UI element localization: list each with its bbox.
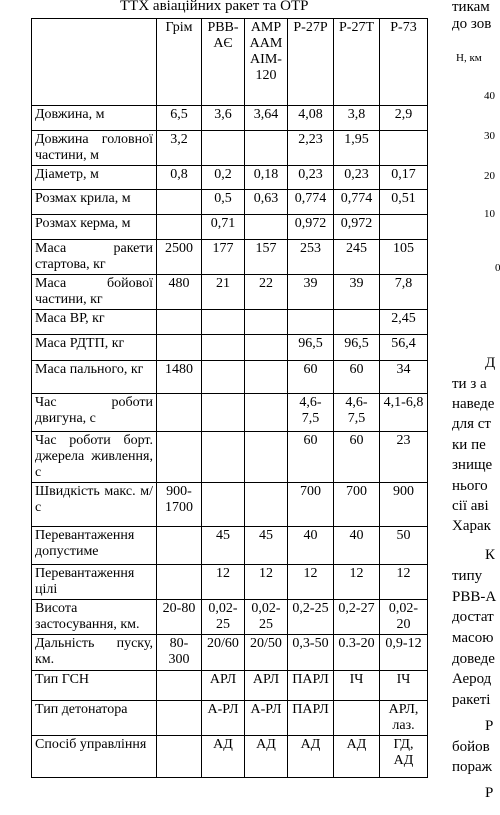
side-text-line: Р [485, 718, 494, 734]
side-text-line: тикам [452, 0, 490, 15]
table-cell [202, 310, 245, 335]
side-text-line: доведе [452, 651, 495, 667]
column-header: РВВ-АЄ [202, 19, 245, 106]
table-cell: ПАРЛ [288, 701, 334, 736]
row-label: Тип ГСН [32, 671, 157, 701]
column-header [32, 19, 157, 106]
ttx-table [31, 18, 428, 778]
table-cell: А-РЛ [245, 701, 288, 736]
table-cell [202, 131, 245, 166]
side-text-line: Харак [452, 518, 491, 534]
table-cell: 12 [288, 565, 334, 600]
table-cell [157, 394, 202, 432]
row-label: Швидкість макс. м/с [32, 483, 157, 527]
table-row [32, 190, 428, 215]
side-text-line: РВВ-А [452, 589, 497, 605]
table-row [32, 635, 428, 671]
table-cell: 900 [380, 483, 428, 527]
table-cell: 2,45 [380, 310, 428, 335]
table-cell: 1480 [157, 361, 202, 394]
table-cell: 0,23 [288, 166, 334, 190]
table-cell: 0,2-27 [334, 600, 380, 635]
table-cell [245, 310, 288, 335]
table-cell: 56,4 [380, 335, 428, 361]
table-cell: АРЛ [245, 671, 288, 701]
table-cell: 0,774 [334, 190, 380, 215]
table-cell: 0,02-25 [245, 600, 288, 635]
table-cell: 20/50 [245, 635, 288, 671]
table-cell: 0,5 [202, 190, 245, 215]
table-row [32, 166, 428, 190]
axis-tick-label: 10 [484, 208, 495, 220]
row-label: Маса бойової частини, кг [32, 275, 157, 310]
table-cell: 900-1700 [157, 483, 202, 527]
side-text-line: типу [452, 568, 483, 584]
table-row [32, 106, 428, 131]
table-cell: 3,8 [334, 106, 380, 131]
table-cell: ГД, АД [380, 736, 428, 778]
side-text-line: масою [452, 630, 494, 646]
table-cell: 0,9-12 [380, 635, 428, 671]
row-label: Спосіб управління [32, 736, 157, 778]
table-cell: 60 [334, 432, 380, 483]
table-cell: 0,8 [157, 166, 202, 190]
table-cell: 60 [334, 361, 380, 394]
table-cell [157, 310, 202, 335]
table-cell: 39 [288, 275, 334, 310]
table-cell: 23 [380, 432, 428, 483]
table-row [32, 275, 428, 310]
table-cell: 4,6-7,5 [334, 394, 380, 432]
side-text-line: до зов [452, 16, 492, 32]
table-cell: 0,2 [202, 166, 245, 190]
side-text-line: сії аві [452, 498, 489, 514]
table-cell: 0.3-20 [334, 635, 380, 671]
table-cell: 0,02-25 [202, 600, 245, 635]
table-cell [202, 361, 245, 394]
table-cell [157, 190, 202, 215]
row-label: Час роботи двигуна, с [32, 394, 157, 432]
table-cell: АД [334, 736, 380, 778]
table-row [32, 361, 428, 394]
side-text-line: К [485, 547, 496, 563]
table-cell: 40 [288, 527, 334, 565]
table-cell: 20/60 [202, 635, 245, 671]
table-cell: 96,5 [334, 335, 380, 361]
table-cell: 3,64 [245, 106, 288, 131]
table-cell: 0,2-25 [288, 600, 334, 635]
table-cell: 4,6-7,5 [288, 394, 334, 432]
table-cell: 12 [380, 565, 428, 600]
table-cell: 2,9 [380, 106, 428, 131]
table-cell: АД [245, 736, 288, 778]
table-row [32, 701, 428, 736]
table-row [32, 736, 428, 778]
table-row [32, 565, 428, 600]
side-text-line: Аерод [452, 671, 492, 687]
table-row [32, 432, 428, 483]
side-text-line: ракеті [452, 692, 491, 708]
table-cell: 157 [245, 240, 288, 275]
table-cell: 0,3-50 [288, 635, 334, 671]
table-row [32, 483, 428, 527]
table-cell: 0,51 [380, 190, 428, 215]
table-cell: 0,02-20 [380, 600, 428, 635]
table-cell [380, 131, 428, 166]
table-row [32, 240, 428, 275]
axis-tick-label: 40 [484, 90, 495, 102]
table-row [32, 671, 428, 701]
row-label: Діаметр, м [32, 166, 157, 190]
table-cell [245, 131, 288, 166]
row-label: Розмах крила, м [32, 190, 157, 215]
table-row [32, 215, 428, 240]
row-label: Час роботи борт. джерела живлення, с [32, 432, 157, 483]
table-cell: 80-300 [157, 635, 202, 671]
side-text-line: Р [485, 785, 494, 801]
table-cell: 39 [334, 275, 380, 310]
column-header: Р-27Т [334, 19, 380, 106]
table-cell: 253 [288, 240, 334, 275]
table-cell: 12 [202, 565, 245, 600]
table-cell [157, 565, 202, 600]
table-cell: 3,6 [202, 106, 245, 131]
table-cell: 0,17 [380, 166, 428, 190]
table-cell: АД [288, 736, 334, 778]
table-cell: 0,972 [288, 215, 334, 240]
table-cell: 1,95 [334, 131, 380, 166]
table-cell: 45 [202, 527, 245, 565]
table-cell: 12 [245, 565, 288, 600]
table-cell [245, 483, 288, 527]
table-cell [157, 335, 202, 361]
table-cell: 0,774 [288, 190, 334, 215]
table-cell: 0,63 [245, 190, 288, 215]
side-text-line: для ст [452, 416, 491, 432]
table-cell [157, 701, 202, 736]
column-header: AMP AAM AIM-120 [245, 19, 288, 106]
side-text-line: ти з а [452, 376, 487, 392]
table-cell: 4,1-6,8 [380, 394, 428, 432]
table-cell [157, 527, 202, 565]
side-text-line: пораж [452, 759, 493, 775]
table-cell [157, 736, 202, 778]
table-cell: АРЛ, лаз. [380, 701, 428, 736]
table-cell: 2,23 [288, 131, 334, 166]
table-row [32, 131, 428, 166]
table-cell: 45 [245, 527, 288, 565]
table-row [32, 600, 428, 635]
column-header: Грім [157, 19, 202, 106]
table-cell: ПАРЛ [288, 671, 334, 701]
table-cell [157, 671, 202, 701]
table-cell: 0,71 [202, 215, 245, 240]
table-cell [380, 215, 428, 240]
side-text-line: наведе [452, 396, 495, 412]
axis-tick-label: 30 [484, 130, 495, 142]
axis-tick-label: 0 [495, 262, 500, 274]
row-label: Маса ракети стартова, кг [32, 240, 157, 275]
table-cell [245, 394, 288, 432]
axis-tick-label: 20 [484, 170, 495, 182]
table-cell: 3,2 [157, 131, 202, 166]
table-title: ТТХ авіаційних ракет та ОТР [120, 0, 309, 14]
table-cell: 60 [288, 361, 334, 394]
table-cell [202, 432, 245, 483]
table-cell [157, 432, 202, 483]
table-cell: 7,8 [380, 275, 428, 310]
row-label: Довжина головної частини, м [32, 131, 157, 166]
table-cell: 4,08 [288, 106, 334, 131]
table-cell: ІЧ [380, 671, 428, 701]
table-cell [334, 310, 380, 335]
table-cell: 21 [202, 275, 245, 310]
table-row [32, 335, 428, 361]
table-cell: 60 [288, 432, 334, 483]
table-cell: 700 [334, 483, 380, 527]
table-cell [202, 483, 245, 527]
table-row [32, 527, 428, 565]
row-label: Тип детонатора [32, 701, 157, 736]
row-label: Висота застосування, км. [32, 600, 157, 635]
side-text-line: бойов [452, 739, 490, 755]
table-cell [157, 215, 202, 240]
table-cell: 34 [380, 361, 428, 394]
table-cell: 177 [202, 240, 245, 275]
table-cell: 0,23 [334, 166, 380, 190]
table-cell [202, 394, 245, 432]
table-cell: 12 [334, 565, 380, 600]
table-cell: 6,5 [157, 106, 202, 131]
table-cell: ІЧ [334, 671, 380, 701]
row-label: Маса пального, кг [32, 361, 157, 394]
side-text-line: нього [452, 478, 488, 494]
row-label: Дальність пуску, км. [32, 635, 157, 671]
side-text-line: достат [452, 609, 494, 625]
table-cell: 2500 [157, 240, 202, 275]
table-cell: 0,18 [245, 166, 288, 190]
table-cell: 40 [334, 527, 380, 565]
side-text-line: Д [485, 355, 496, 371]
table-header-row [32, 19, 428, 106]
table-cell: 96,5 [288, 335, 334, 361]
table-cell: 50 [380, 527, 428, 565]
column-header: Р-27Р [288, 19, 334, 106]
table-cell [245, 335, 288, 361]
table-cell: 245 [334, 240, 380, 275]
table-cell: 480 [157, 275, 202, 310]
side-text-line: знище [452, 457, 493, 473]
side-text-line: ки пе [452, 437, 486, 453]
table-cell: 700 [288, 483, 334, 527]
table-cell [245, 215, 288, 240]
column-header: Р-73 [380, 19, 428, 106]
table-cell: АРЛ [202, 671, 245, 701]
table-cell [245, 361, 288, 394]
row-label: Маса РДТП, кг [32, 335, 157, 361]
table-cell: 22 [245, 275, 288, 310]
table-row [32, 310, 428, 335]
row-label: Маса ВР, кг [32, 310, 157, 335]
table-cell: АД [202, 736, 245, 778]
table-cell [245, 432, 288, 483]
axis-unit-label: Н, км [456, 52, 482, 64]
table-cell: 0,972 [334, 215, 380, 240]
row-label: Довжина, м [32, 106, 157, 131]
table-cell: 105 [380, 240, 428, 275]
row-label: Перевантаження допустиме [32, 527, 157, 565]
row-label: Перевантаження цілі [32, 565, 157, 600]
table-cell [334, 701, 380, 736]
table-row [32, 394, 428, 432]
row-label: Розмах керма, м [32, 215, 157, 240]
table-cell: 20-80 [157, 600, 202, 635]
table-cell [202, 335, 245, 361]
table-cell: А-РЛ [202, 701, 245, 736]
table-cell [288, 310, 334, 335]
